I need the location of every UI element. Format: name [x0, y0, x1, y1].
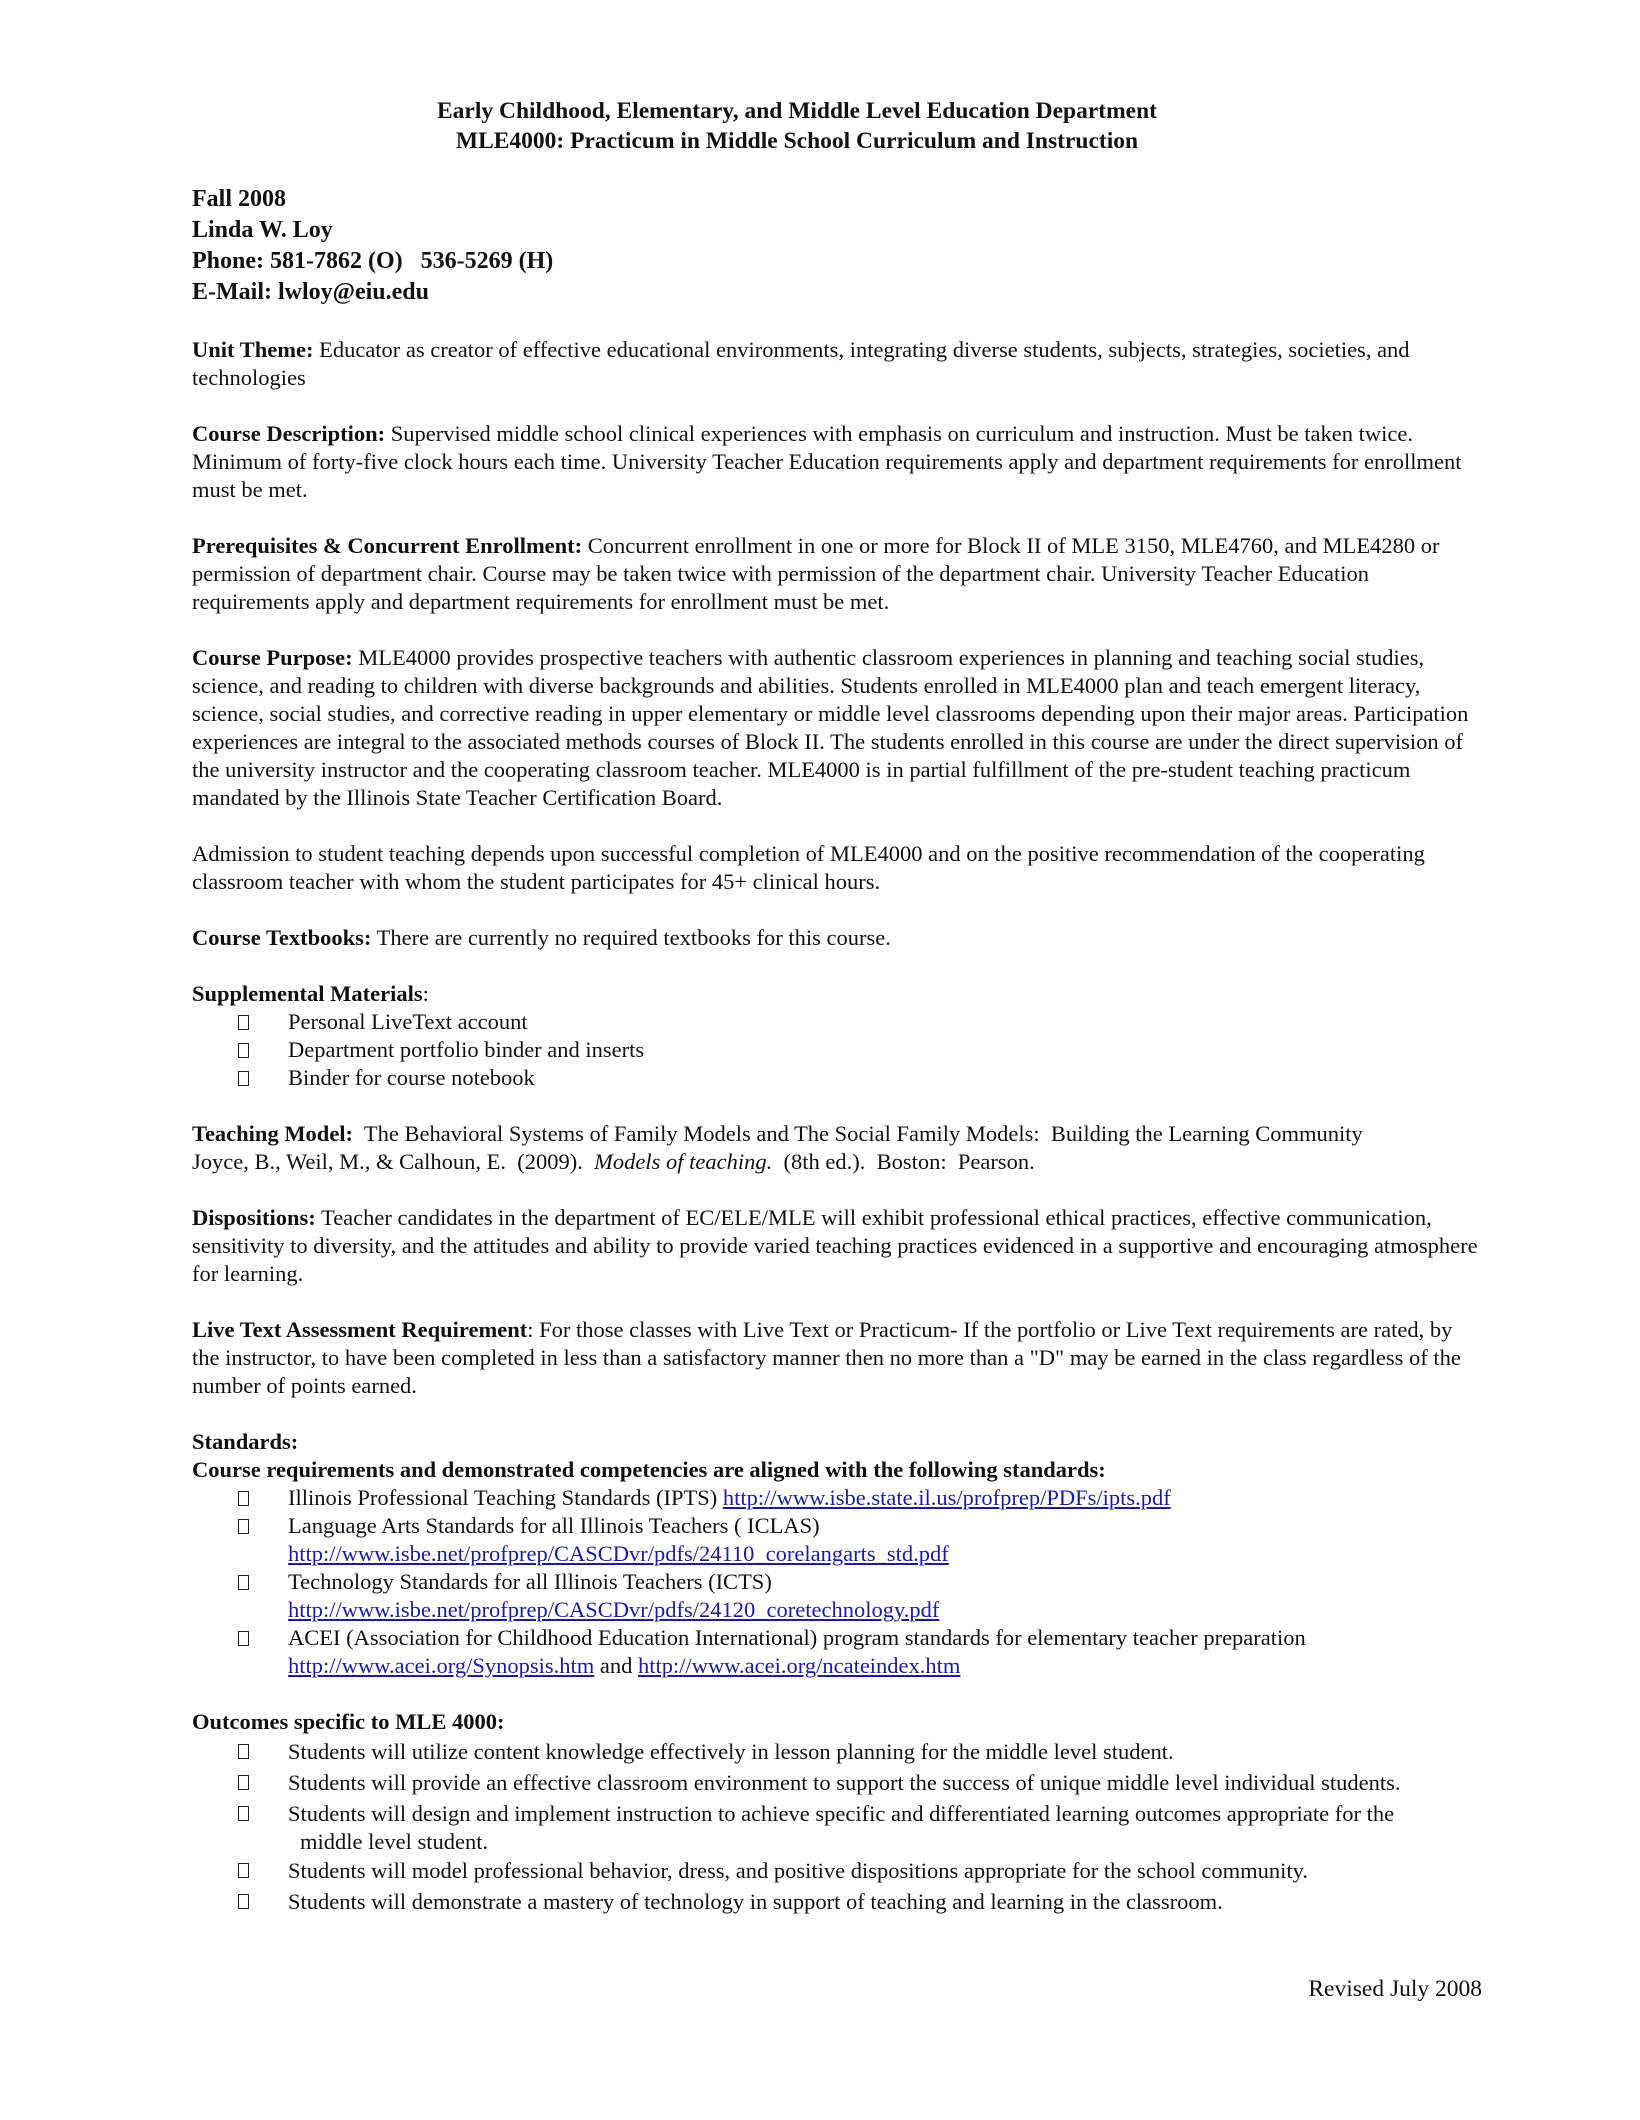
acei-synopsis-link[interactable]: http://www.acei.org/Synopsis.htm [288, 1653, 595, 1678]
prerequisites [192, 532, 1482, 616]
bullet-box-icon [238, 1491, 249, 1506]
prerequisites-label: Prerequisites & Concurrent Enrollment: [192, 533, 583, 558]
dispositions-label: Dispositions: [192, 1205, 316, 1230]
standards [192, 1428, 1482, 1680]
prerequisites-text: Concurrent enrollment in one or more for Block II of MLE 3150, MLE4760, and MLE4280 or permission of department chair. Course may be taken twice with permission of the department chair. University Teacher Education requirements apply and department requirements for enrollment must be met. [192, 533, 1440, 614]
supplemental-materials: Supplemental Materials: Personal LiveText account Department portfolio binder and inserts Binder for course notebook [192, 980, 1482, 1092]
list-item: ACEI (Association for Childhood Education International) program standards for elementary teacher preparation http://www.acei.org/Synopsis.htm and http://www.acei.org/ncateindex.htm [238, 1624, 1482, 1680]
iclas-link[interactable]: http://www.isbe.net/profprep/CASCDvr/pdfs/24110_corelangarts_std.pdf [288, 1541, 949, 1566]
dispositions [192, 1204, 1482, 1288]
bullet-box-icon [238, 1631, 249, 1646]
standards-sublabel: Course requirements and demonstrated competencies are aligned with the following standards: [192, 1457, 1106, 1482]
teaching-model-citation: Joyce, B., Weil, M., & Calhoun, E. (2009). Models of teaching. (8th ed.). Boston: Pearson. [192, 1149, 1035, 1174]
instructor-name: Linda W. Loy [192, 217, 333, 243]
standards-list [192, 1484, 1482, 1680]
course-textbooks-label: Course Textbooks: [192, 925, 372, 950]
course-purpose-text: MLE4000 provides prospective teachers with authentic classroom experiences in planning and teaching social studies, science, and reading to children with diverse backgrounds and abilities. Students enrolled in MLE4000 plan and teach emergent literacy, science, social studies, and corrective reading in upper elementary or middle level classrooms depending upon their major areas. Participation experiences are integral to the associated methods courses of Block II. The students enrolled in this course are under the direct supervision of the university instructor and the cooperating classroom teacher. MLE4000 is in partial fulfillment of the pre-student teaching practicum mandated by the Illinois State Teacher Certification Board. [192, 645, 1469, 810]
outcomes-list [192, 1736, 1482, 1917]
icts-link[interactable]: http://www.isbe.net/profprep/CASCDvr/pdfs/24120_coretechnology.pdf [288, 1597, 940, 1622]
standards-label: Standards: [192, 1429, 299, 1454]
unit-theme-label: Unit Theme: [192, 337, 314, 362]
unit-theme-text: Educator as creator of effective educational environments, integrating diverse students, subjects, strategies, societies, and technologies [192, 337, 1410, 390]
supplemental-label: Supplemental Materials [192, 981, 423, 1006]
bullet-box-icon [238, 1575, 249, 1590]
unit-theme [192, 336, 1482, 392]
bullet-box-icon [238, 1519, 249, 1534]
bullet-box-icon [238, 1806, 249, 1821]
bullet-box-icon [238, 1775, 249, 1790]
livetext-text: : For those classes with Live Text or Practicum- If the portfolio or Live Text requirements are rated, by the instructor, to have been completed in less than a satisfactory manner then no more than a "D" may be earned in the class regardless of the number of points earned. [192, 1317, 1461, 1398]
department-title: Early Childhood, Elementary, and Middle Level Education Department [436, 98, 1158, 124]
course-textbooks-text: There are currently no required textbooks for this course. [371, 925, 891, 950]
supplemental-list [192, 1008, 1482, 1092]
course-purpose [192, 644, 1482, 812]
ipts-link[interactable]: http://www.isbe.state.il.us/profprep/PDFs/ipts.pdf [722, 1485, 1171, 1510]
phone: Phone: 581-7862 (O) 536-5269 (H) [192, 248, 554, 274]
revision-note: Revised July 2008 [1308, 1976, 1482, 2002]
list-item: Illinois Professional Teaching Standards (IPTS) http://www.isbe.state.il.us/profprep/PDFs/ipts.pdf [238, 1484, 1482, 1512]
bullet-box-icon [238, 1894, 249, 1909]
dispositions-text: Teacher candidates in the department of EC/ELE/MLE will exhibit professional ethical practices, effective communication, sensitivity to diversity, and the attitudes and ability to provide varied teaching practices evidenced in a supportive and encouraging atmosphere for learning. [192, 1205, 1478, 1286]
teaching-model-text: The Behavioral Systems of Family Models and The Social Family Models: Building the Learning Community [353, 1121, 1363, 1146]
list-item: Technology Standards for all Illinois Teachers (ICTS) http://www.isbe.net/profprep/CASCDvr/pdfs/24120_coretechnology.pdf [238, 1568, 1482, 1624]
course-textbooks [192, 924, 1482, 952]
list-item: Department portfolio binder and inserts [238, 1036, 1482, 1064]
email: E-Mail: lwloy@eiu.edu [192, 279, 429, 305]
acei-ncate-link[interactable]: http://www.acei.org/ncateindex.htm [638, 1653, 961, 1678]
livetext-label: Live Text Assessment Requirement [192, 1317, 528, 1342]
course-description-text: Supervised middle school clinical experiences with emphasis on curriculum and instruction. Must be taken twice. Minimum of forty-five clock hours each time. University Teacher Education requirements apply and department requirements for enrollment must be met. [192, 421, 1462, 502]
course-description [192, 420, 1482, 504]
list-item: Students will provide an effective classroom environment to support the success of unique middle level individual students. [238, 1767, 1482, 1798]
bullet-box-icon [238, 1744, 249, 1759]
bullet-box-icon [238, 1863, 249, 1878]
teaching-model-label: Teaching Model: [192, 1121, 354, 1146]
document-header [152, 96, 1442, 156]
citation-title: Models of teaching. [594, 1149, 773, 1174]
term: Fall 2008 [192, 186, 286, 212]
outcomes-label: Outcomes specific to MLE 4000: [192, 1709, 505, 1734]
bullet-box-icon [238, 1071, 249, 1086]
list-item: Personal LiveText account [238, 1008, 1482, 1036]
admission-note: Admission to student teaching depends upon successful completion of MLE4000 and on the positive recommendation of the cooperating classroom teacher with whom the student participates for 45+ clinical hours. [192, 841, 1425, 894]
list-item: Language Arts Standards for all Illinois Teachers ( ICLAS) http://www.isbe.net/profprep/CASCDvr/pdfs/24110_corelangarts_std.pdf [238, 1512, 1482, 1568]
list-item: Students will utilize content knowledge effectively in lesson planning for the middle level student. [238, 1736, 1482, 1767]
bullet-box-icon [238, 1043, 249, 1058]
course-purpose-label: Course Purpose: [192, 645, 353, 670]
course-description-label: Course Description: [192, 421, 386, 446]
list-item: Students will design and implement instruction to achieve specific and differentiated learning outcomes appropriate for the middle level student. [238, 1798, 1482, 1855]
bullet-box-icon [238, 1015, 249, 1030]
course-title: MLE4000: Practicum in Middle School Curriculum and Instruction [455, 128, 1139, 154]
list-item: Binder for course notebook [238, 1064, 1482, 1092]
list-item: Students will model professional behavior, dress, and positive dispositions appropriate for the school community. [238, 1855, 1482, 1886]
teaching-model [192, 1120, 1482, 1176]
syllabus-page [192, 96, 1482, 1917]
outcomes [192, 1708, 1482, 1917]
list-item: Students will demonstrate a mastery of technology in support of teaching and learning in the classroom. [238, 1886, 1482, 1917]
livetext-requirement [192, 1316, 1482, 1400]
instructor-info [192, 184, 1482, 308]
